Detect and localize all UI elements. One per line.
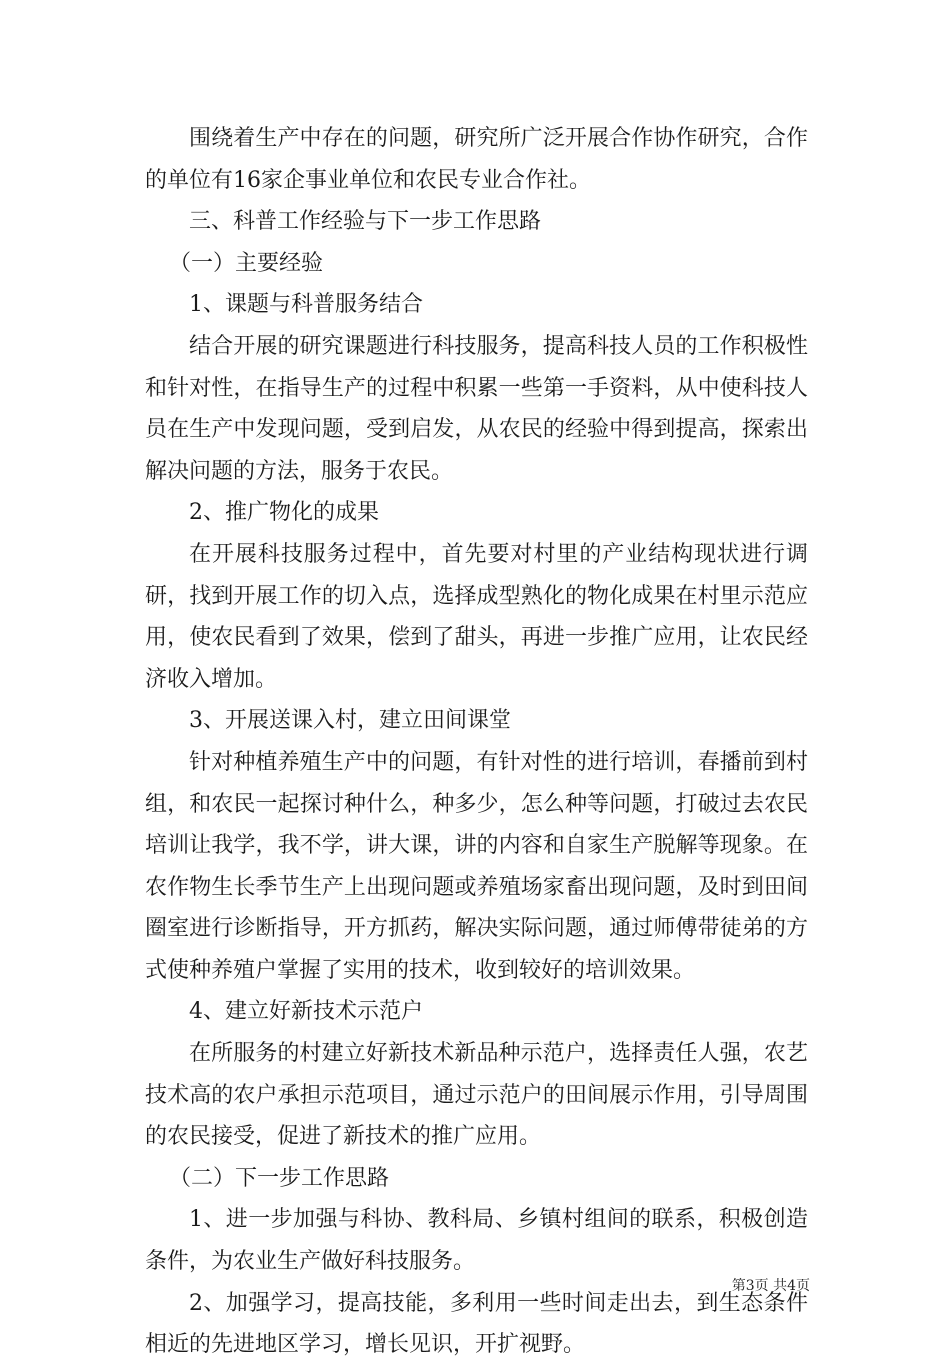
heading-item-2: 2、推广物化的成果	[189, 500, 379, 526]
heading-item-1: 1、课题与科普服务结合	[189, 292, 423, 318]
heading-item-3: 3、开展送课入村，建立田间课堂	[189, 708, 511, 734]
paragraph-item-1: 结合开展的研究课题进行科技服务，提高科技人员的工作积极性和针对性，在指导生产的过程中积累一些第一手资料，从中使科技人员在生产中发现问题，受到启发，从农民的经验中得到提高，探索出解决问题的方法，服务于农民。	[145, 333, 808, 484]
paragraph-item-3: 针对种植养殖生产中的问题，有针对性的进行培训，春播前到村组，和农民一起探讨种什么，种多少，怎么种等问题，打破过去农民培训让我学，我不学，讲大课，讲的内容和自家生产脱解等现象。在农作物生长季节生产上出现问题或养殖场家畜出现问题，及时到田间圈室进行诊断指导，开方抓药，解决实际问题，通过师傅带徒弟的方式使种养殖户掌握了实用的技术，收到较好的培训效果。	[145, 749, 808, 983]
paragraph-next-step-2: 2、加强学习，提高技能，多利用一些时间走出去，到生态条件相近的先进地区学习，增长见识，开扩视野。	[145, 1290, 808, 1358]
paragraph-next-step-1: 1、进一步加强与科协、教科局、乡镇村组间的联系，积极创造条件，为农业生产做好科技服务。	[145, 1207, 808, 1275]
heading-item-4: 4、建立好新技术示范户	[189, 999, 423, 1025]
heading-next-steps: （二）下一步工作思路	[169, 1165, 390, 1191]
heading-section-three: 三、科普工作经验与下一步工作思路	[189, 209, 542, 235]
paragraph-cooperation: 围绕着生产中存在的问题，研究所广泛开展合作协作研究，合作的单位有16家企事业单位和农民专业合作社。	[145, 126, 808, 193]
paragraph-item-4: 在所服务的村建立好新技术新品种示范户，选择责任人强，农艺技术高的农户承担示范项目，通过示范户的田间展示作用，引导周围的农民接受，促进了新技术的推广应用。	[145, 1041, 808, 1150]
heading-main-experience: （一）主要经验	[169, 250, 324, 276]
paragraph-item-2: 在开展科技服务过程中，首先要对村里的产业结构现状进行调研，找到开展工作的切入点，选择成型熟化的物化成果在村里示范应用，使农民看到了效果，偿到了甜头，再进一步推广应用，让农民经济收入增加。	[145, 541, 808, 692]
page-number-footer: 第3页 共4页	[731, 1278, 810, 1294]
document-body	[145, 118, 808, 1366]
